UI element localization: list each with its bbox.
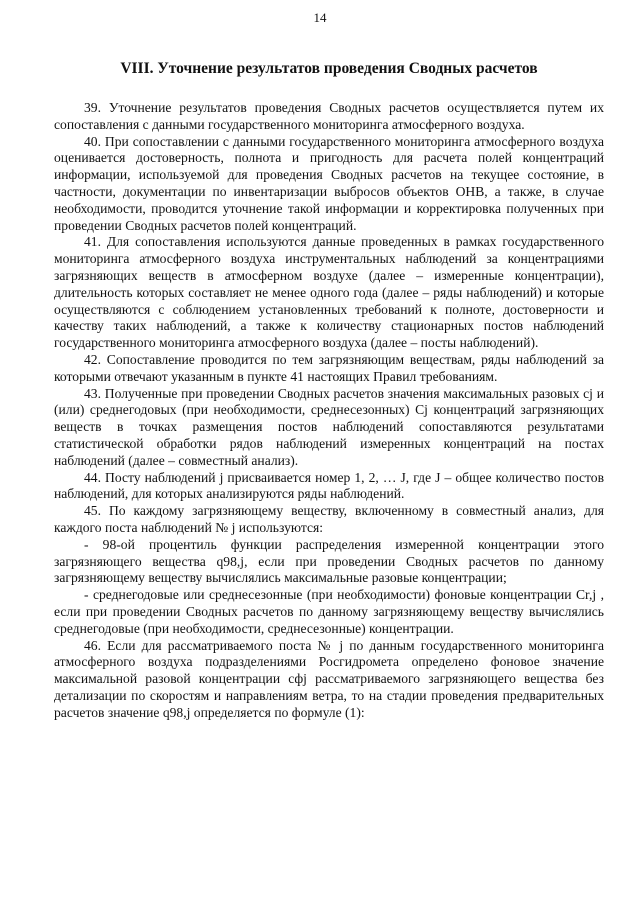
page-number: 14 bbox=[313, 10, 327, 25]
paragraph-44: 44. Посту наблюдений j присваивается номер 1, 2, … J, где J – общее количество постов наблюдений, для которых анализируются ряды наблюдений. bbox=[54, 469, 604, 502]
section-heading: VIII. Уточнение результатов проведения Сводных расчетов bbox=[120, 60, 538, 77]
paragraph-41: 41. Для сопоставления используются данные проведенных в рамках государственного мониторинга атмосферного воздуха инструментальных наблюдений за концентрациями загрязняющих веществ в атмосферном воздухе (далее – измеренные концентрации), длительность которых составляет не менее одного года (далее – ряды наблюдений) и которые осуществляются с соблюдением установленных требований к полноте, достоверности и качеству таких наблюдений, а также к количеству стационарных постов наблюдений государственного мониторинга атмосферного воздуха (далее – посты наблюдений). bbox=[54, 234, 604, 351]
document-body bbox=[54, 100, 604, 721]
paragraph-46: 46. Если для рассматриваемого поста № j по данным государственного мониторинга атмосферного воздуха подразделениями Росгидромета определено фоновое значение максимальной разовой концентрации cфj рассматриваемого загрязняющего вещества без детализации по скоростям и направлениям ветра, то на стадии проведения предварительных расчетов значение q98,j определяется по формуле (1): bbox=[54, 637, 604, 720]
list-item-background: - среднегодовые или среднесезонные (при необходимости) фоновые концентрации Cr,j , если при проведении Сводных расчетов по данному загрязняющему веществу вычислялись среднегодовые (при необходимости, среднесезонные) концентрации. bbox=[54, 587, 604, 636]
paragraph-45: 45. По каждому загрязняющему веществу, включенному в совместный анализ, для каждого поста наблюдений № j используются: bbox=[54, 503, 604, 535]
paragraph-40: 40. При сопоставлении с данными государственного мониторинга атмосферного воздуха оценивается достоверность, полнота и пригодность для расчета полей концентраций информации, используемой для проведения Сводных расчетов на текущее состояние, в частности, документации по инвентаризации выбросов объектов ОНВ, а также, в случае необходимости, проводится уточнение такой информации и корректировка полученных при проведении Сводных расчетов полей концентраций. bbox=[54, 133, 604, 233]
paragraph-42: 42. Сопоставление проводится по тем загрязняющим веществам, ряды наблюдений за которыми отвечают указанным в пункте 41 настоящих Правил требованиям. bbox=[54, 351, 604, 384]
paragraph-39: 39. Уточнение результатов проведения Сводных расчетов осуществляется путем их сопоставления с данными государственного мониторинга атмосферного воздуха. bbox=[54, 100, 604, 132]
paragraph-43: 43. Полученные при проведении Сводных расчетов значения максимальных разовых cj и (или) среднегодовых (при необходимости, среднесезонных) Cj концентраций загрязняющих веществ в точках размещения постов наблюдений сопоставляются результатами статистической обработки рядов наблюдений измеренных концентраций на постах наблюдений (далее – совместный анализ). bbox=[54, 385, 604, 468]
list-item-percentile: - 98-ой процентиль функции распределения измеренной концентрации этого загрязняющего вещества q98,j, если при проведении Сводных расчетов по данному загрязняющему веществу вычислялись максимальные разовые концентрации; bbox=[54, 536, 604, 586]
